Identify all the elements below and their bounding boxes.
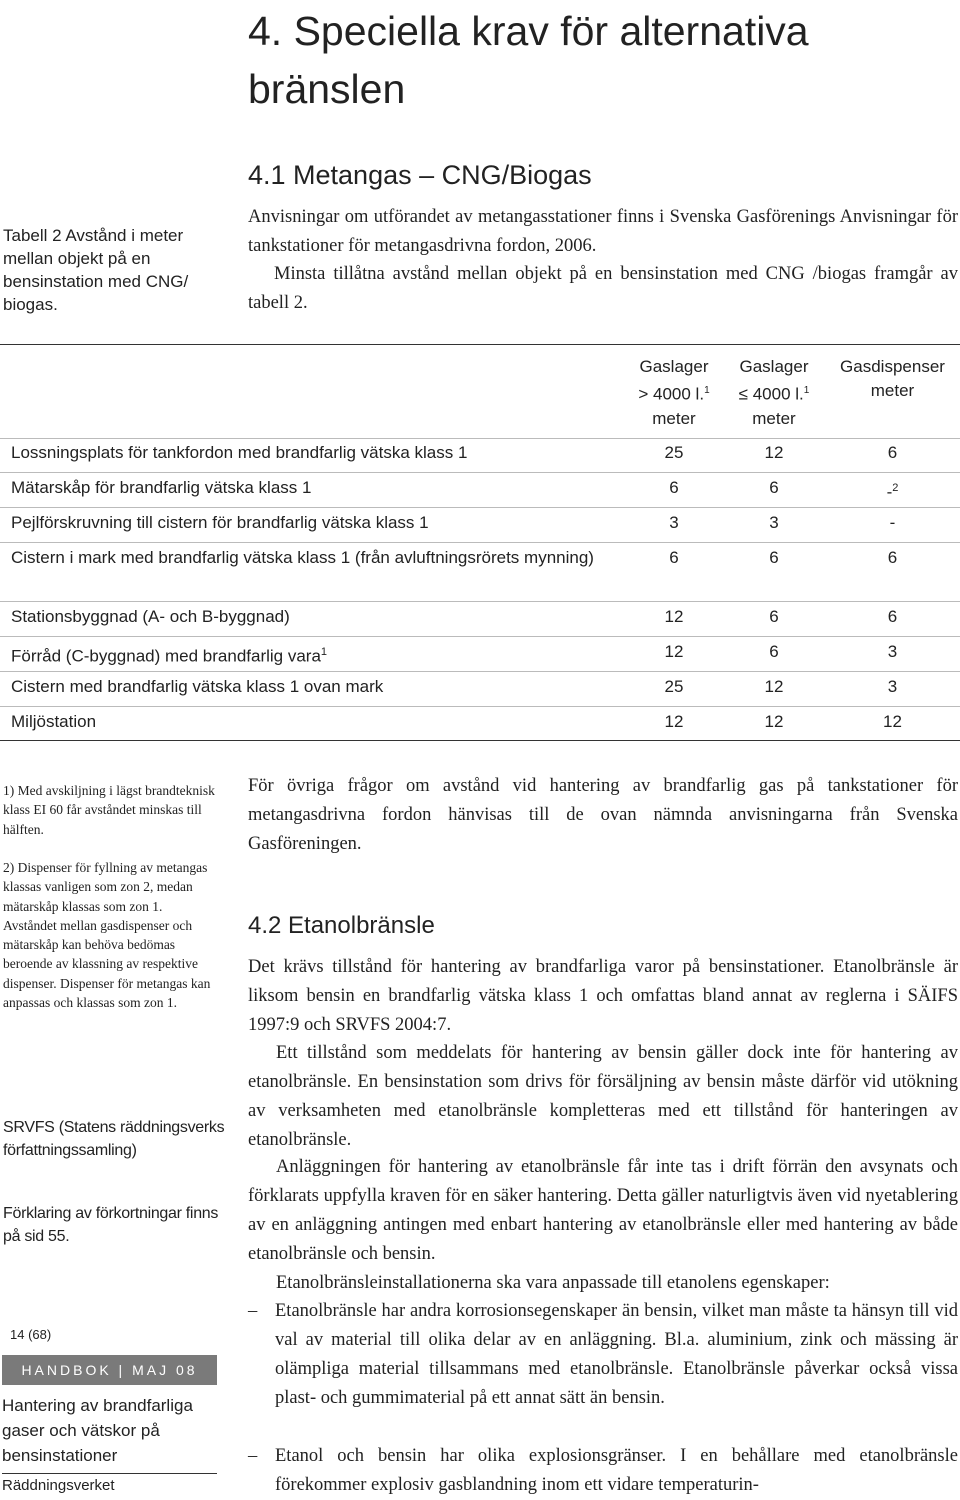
cell-gasdispenser: 3 bbox=[887, 677, 898, 696]
cell-gasdispenser: 6 bbox=[887, 548, 898, 567]
row-label: Förråd (C-byggnad) med brandfarlig vara$^1$ bbox=[11, 646, 328, 666]
table-header-rule bbox=[0, 438, 960, 439]
cell-gaslager-small: 12 bbox=[764, 677, 784, 696]
ethanol-paragraph-3: Anläggningen för hantering av etanolbränsle får inte tas i drift förrän den avsynats och förklarats uppfylla kraven för en säker hantering. Detta gäller naturligtvis även vid nyetablering av en anläggning antingen med enbart hantering av etanolbränsle eller med hantering av både etanolbränsle och bensin. bbox=[248, 1157, 958, 1264]
cell-gaslager-large: 12 bbox=[664, 712, 684, 731]
intro-paragraph-1: Anvisningar om utförandet av metangasstationer finns i Svenska Gasförenings Anvisningar för tankstationer för metangasdrivna fordon, 2006. bbox=[248, 207, 958, 256]
header-line-2: meter bbox=[870, 381, 915, 400]
cell-gaslager-large: 25 bbox=[664, 443, 684, 462]
list-dash: – bbox=[248, 1301, 258, 1321]
header-line-1: Gasdispenser bbox=[840, 357, 945, 376]
cell-gaslager-small: 3 bbox=[769, 513, 779, 532]
cell-gaslager-small: 6 bbox=[769, 607, 779, 626]
intro-paragraph-2: Minsta tillåtna avstånd mellan objekt på en bensinstation med CNG /biogas framgår av tabell 2. bbox=[248, 264, 958, 313]
header-line-2: ≤ 4000 l.$^1$ bbox=[738, 384, 810, 404]
header-line-1: Gaslager bbox=[639, 357, 709, 376]
cell-gaslager-small: 12 bbox=[764, 712, 784, 731]
row-divider bbox=[0, 472, 960, 473]
list-dash: – bbox=[248, 1446, 258, 1466]
side-note-abbreviations: Förklaring av förkortningar finns på sid 55. bbox=[3, 1205, 219, 1245]
ethanol-paragraph-1: Det krävs tillstånd för hantering av brandfarliga varor på bensinstationer. Etanolbränsle är liksom bensin en brandfarlig vätska klass 1 och omfattas bland annat av reglerna i SÄIFS 1997:9 och SRVFS 2004:7. bbox=[248, 957, 958, 1035]
row-divider bbox=[0, 601, 960, 602]
page-number: 14 (68) bbox=[10, 1327, 52, 1342]
footnote-2: 2) Dispenser för fyllning av metangas klassas vanligen som zon 2, medan mätarskåp klassas som zon 1. Avståndet mellan gasdispenser och mätarskåp kan behöva bedömas beroende av klassning av respektive dispenser. Dispenser för metangas kan anpassas och klassas som zon 1. bbox=[3, 860, 211, 1011]
list-item-text: Etanolbränsle har andra korrosionsegenskaper än bensin, vilket man måste ta hänsyn till vid val av material till olika delar av en anläggning. Bl.a. aluminium, zink och mässing är olämpliga material tillsammans med etanolbränsle. Etanolbränsle påverkar också vissa plast- och gummimaterial på ett annat sätt än bensin. bbox=[275, 1301, 958, 1408]
row-divider bbox=[0, 542, 960, 543]
row-divider bbox=[0, 706, 960, 707]
cell-gaslager-large: 25 bbox=[664, 677, 684, 696]
row-label: Cistern i mark med brandfarlig vätska klass 1 (från avluftningsrörets mynning) bbox=[11, 548, 594, 567]
cell-gasdispenser: 12 bbox=[883, 712, 902, 731]
header-gaslager-large bbox=[624, 355, 724, 431]
row-divider bbox=[0, 671, 960, 672]
cell-gaslager-large: 3 bbox=[669, 513, 679, 532]
row-label: Mätarskåp för brandfarlig vätska klass 1 bbox=[11, 478, 312, 497]
cell-gaslager-large: 6 bbox=[669, 548, 679, 567]
chapter-title: 4. Speciella krav för alternativa bränslen bbox=[248, 8, 809, 112]
cell-gasdispenser: 3 bbox=[887, 642, 898, 661]
row-divider bbox=[0, 636, 960, 637]
row-label: Stationsbyggnad (A- och B-byggnad) bbox=[11, 607, 290, 626]
section-41-title: 4.1 Metangas – CNG/Biogas bbox=[248, 160, 592, 190]
list-item-text: Etanol och bensin har olika explosionsgränser. I en behållare med etanolbränsle förekommer explosiv gasblandning inom ett vidare temperaturin- bbox=[275, 1446, 958, 1495]
footnote-1: 1) Med avskiljning i lägst brandteknisk klass EI 60 får avståndet minskas till hälften. bbox=[3, 783, 215, 837]
cell-gaslager-small: 6 bbox=[769, 548, 779, 567]
cell-gasdispenser: -$^2$ bbox=[886, 482, 899, 502]
footer-rule bbox=[2, 1473, 217, 1474]
document-title: Hantering av brandfarliga gaser och vätskor på bensinstationer bbox=[2, 1396, 193, 1465]
header-gaslager-small bbox=[724, 355, 824, 431]
table-caption: Tabell 2 Avstånd i meter mellan objekt på en bensinstation med CNG/ biogas. bbox=[3, 226, 189, 314]
gas-paragraph: För övriga frågor om avstånd vid hantering av brandfarlig gas på tankstationer för metangasdrivna fordon hänvisas till de ovan nämnda anvisningarna från Svenska Gasföreningen. bbox=[248, 776, 958, 854]
cell-gaslager-small: 6 bbox=[769, 478, 779, 497]
header-line-2: > 4000 l.$^1$ bbox=[638, 384, 710, 404]
ethanol-paragraph-2: Ett tillstånd som meddelats för hantering av bensin gäller dock inte för hantering av etanolbränsle. En bensinstation som drivs för försäljning av bensin måste därför vid utökning av verksamheten med etanolbränsle kompletteras med ett tillstånd för hanteringen av etanolbränsle. bbox=[248, 1043, 958, 1150]
table-bottom-rule bbox=[0, 740, 960, 741]
row-label: Cistern med brandfarlig vätska klass 1 ovan mark bbox=[11, 677, 384, 696]
publisher-name: Räddningsverket bbox=[2, 1477, 115, 1494]
cell-gaslager-large: 6 bbox=[669, 478, 679, 497]
cell-gasdispenser: - bbox=[889, 513, 896, 532]
cell-gasdispenser: 6 bbox=[887, 607, 898, 626]
handbook-banner: HANDBOK | MAJ 08 bbox=[2, 1355, 217, 1385]
header-gasdispenser bbox=[830, 355, 955, 403]
cell-gasdispenser: 6 bbox=[887, 443, 898, 462]
cell-gaslager-small: 12 bbox=[764, 443, 784, 462]
row-divider bbox=[0, 507, 960, 508]
header-line-1: Gaslager bbox=[739, 357, 809, 376]
ethanol-paragraph-4: Etanolbränsleinstallationerna ska vara anpassade till etanolens egenskaper: bbox=[276, 1273, 830, 1293]
side-note-srvfs: SRVFS (Statens räddningsverks författningssamling) bbox=[3, 1119, 225, 1159]
header-line-3: meter bbox=[652, 408, 696, 428]
cell-gaslager-small: 6 bbox=[769, 642, 779, 661]
row-label: Pejlförskruvning till cistern för brandfarlig vätska klass 1 bbox=[11, 513, 429, 532]
row-label: Lossningsplats för tankfordon med brandfarlig vätska klass 1 bbox=[11, 443, 468, 462]
section-42-title: 4.2 Etanolbränsle bbox=[248, 912, 435, 939]
cell-gaslager-large: 12 bbox=[664, 642, 684, 661]
row-label: Miljöstation bbox=[11, 712, 97, 731]
table-top-rule bbox=[0, 344, 960, 345]
header-line-3: meter bbox=[752, 408, 796, 428]
cell-gaslager-large: 12 bbox=[664, 607, 684, 626]
